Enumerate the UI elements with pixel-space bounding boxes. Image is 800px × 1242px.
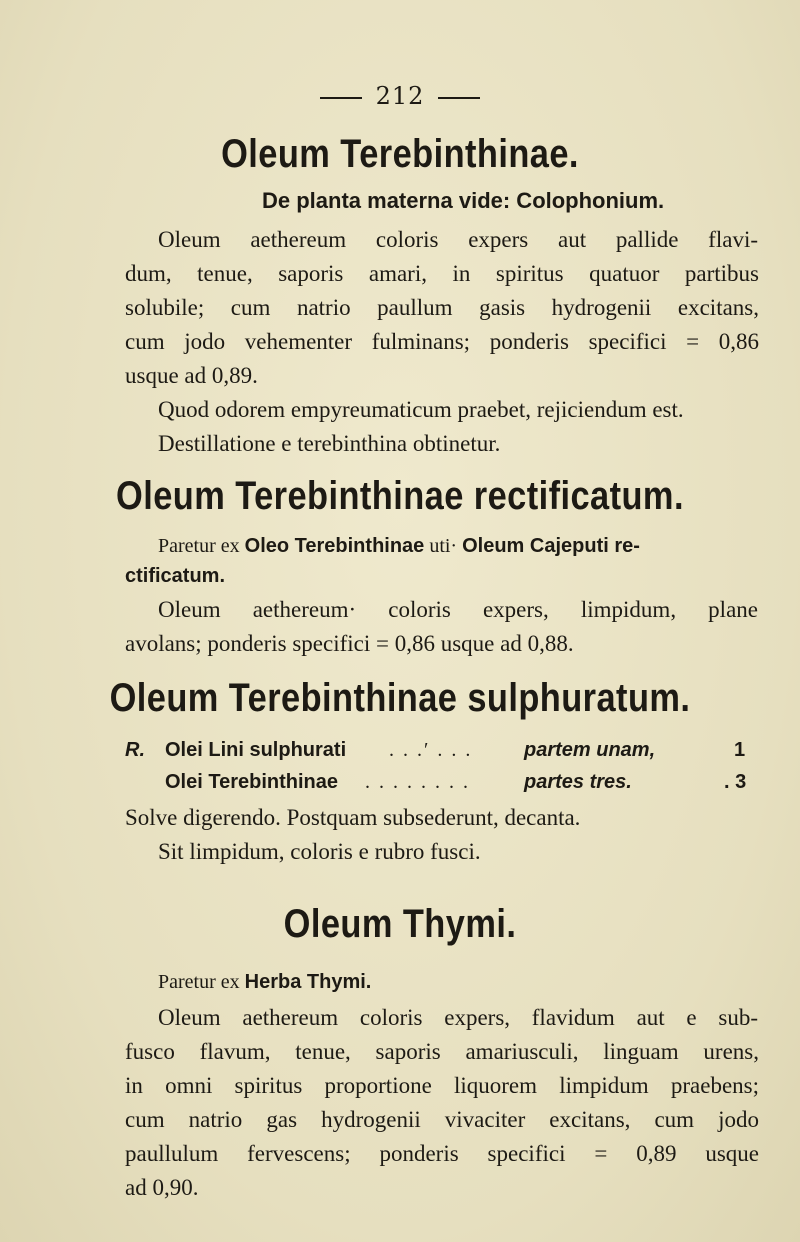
section-subtitle: De planta materna vide: Colophonium. [262, 188, 665, 213]
recipe-symbol: R. [125, 739, 145, 761]
text-line: Sit limpidum, coloris e rubro fusci. [158, 839, 481, 864]
text-line: usque ad 0,89. [125, 363, 258, 388]
section-heading: Oleum Thymi. [283, 902, 517, 946]
text-line: solubile; cum natrio paullum gasis hydrogenii excitans, [125, 295, 759, 320]
text-line: Oleum aethereum coloris expers, flavidum aut e sub- [158, 1005, 758, 1030]
text-line: ad 0,90. [125, 1175, 199, 1200]
dash-left [320, 97, 362, 99]
text-line: Oleum aethereum coloris expers aut pallide flavi- [158, 227, 758, 252]
ingredient-amount: partes tres. [524, 771, 632, 793]
ingredient-amount: partem unam, [524, 739, 656, 761]
ingredient-dots: . . . . . . . . [365, 771, 470, 793]
ingredient-name: Olei Lini sulphurati [165, 739, 347, 761]
section-heading: Oleum Terebinthinae sulphuratum. [109, 676, 691, 720]
text-line: cum jodo vehementer fulminans; ponderis specifici = 0,86 [125, 329, 759, 354]
text-line: Solve digerendo. Postquam subsederunt, decanta. [125, 805, 581, 830]
text-line: fusco flavum, tenue, saporis amariusculi, linguam urens, [125, 1039, 759, 1064]
page-number: 212 [0, 82, 800, 110]
dash-right [438, 97, 480, 99]
text-line: paullulum fervescens; ponderis specifici = 0,89 usque [125, 1141, 759, 1166]
ingredient-number: . 3 [724, 771, 747, 793]
text-line: Oleum aethereum· coloris expers, limpidum, plane [158, 597, 758, 622]
text-line: dum, tenue, saporis amari, in spiritus quatuor partibus [125, 261, 759, 286]
text-line: Quod odorem empyreumaticum praebet, rejiciendum est. [158, 397, 684, 422]
preparation-line: Paretur ex Oleo Terebinthinae uti· Oleum Cajeputi re- [158, 535, 640, 557]
ingredient-number: 1 [734, 739, 746, 761]
ingredient-name: Olei Terebinthinae [165, 771, 338, 793]
recipe-row [125, 772, 759, 792]
text-line: Destillatione e terebinthina obtinetur. [158, 431, 501, 456]
section-heading: Oleum Terebinthinae. [221, 132, 579, 176]
preparation-line: Paretur ex Herba Thymi. [158, 971, 372, 993]
preparation-line: ctificatum. [125, 565, 226, 587]
text-line: cum natrio gas hydrogenii vivaciter excitans, cum jodo [125, 1107, 759, 1132]
recipe-row [125, 740, 759, 760]
text-line: in omni spiritus proportione liquorem limpidum praebens; [125, 1073, 759, 1098]
ingredient-dots: . . .′ . . . [389, 739, 473, 761]
section-heading: Oleum Terebinthinae rectificatum. [116, 474, 684, 518]
text-line: avolans; ponderis specifici = 0,86 usque ad 0,88. [125, 631, 574, 656]
